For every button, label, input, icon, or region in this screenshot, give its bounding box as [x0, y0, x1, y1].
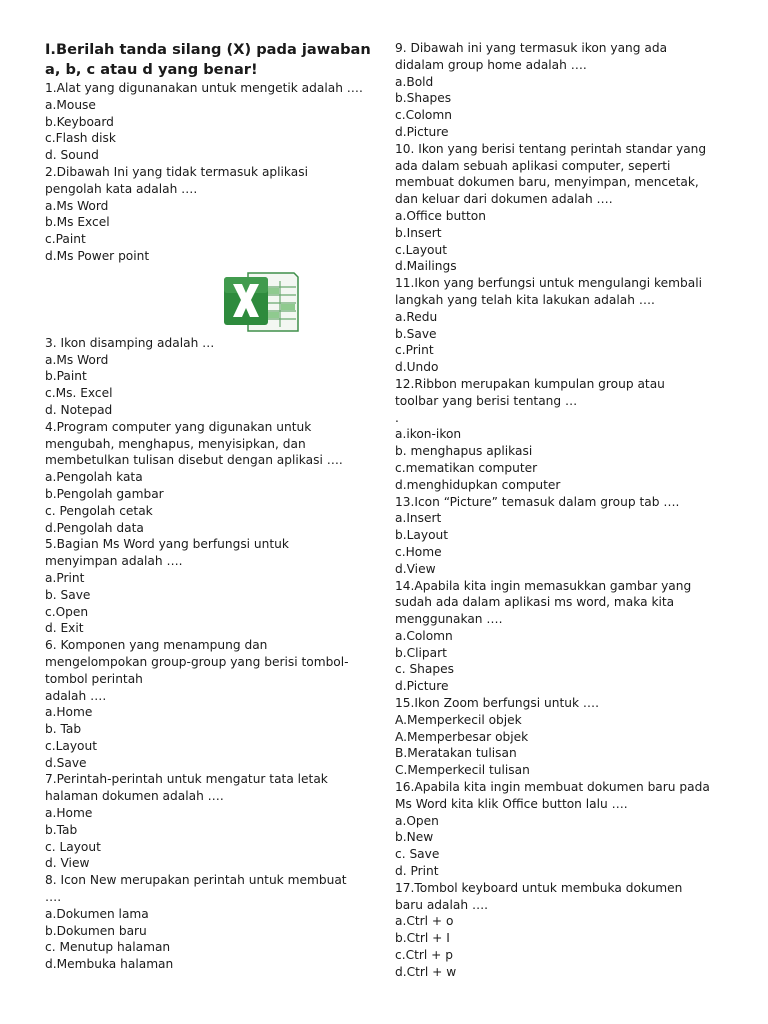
text-line: d.menghidupkan computer — [395, 477, 561, 492]
text-line: c.Layout — [395, 242, 448, 257]
left-questions-top — [45, 80, 380, 265]
logo-row — [45, 265, 380, 335]
text-line: d.Ctrl + w — [395, 964, 457, 979]
text-line: halaman dokumen adalah …. — [45, 789, 224, 804]
text-line: d. Exit — [45, 621, 84, 636]
text-line: membetulkan tulisan disebut dengan aplikasi …. — [45, 453, 343, 468]
text-line: c.Flash disk — [45, 131, 116, 146]
text-line: b.Ms Excel — [45, 215, 110, 230]
text-line: a.Colomn — [395, 628, 453, 643]
text-line: membuat dokumen baru, menyimpan, mencetak, — [395, 175, 699, 190]
text-line: b.New — [395, 830, 434, 845]
text-line: c.Ms. Excel — [45, 386, 113, 401]
text-line: d.Pengolah data — [45, 520, 144, 535]
text-line: b.Shapes — [395, 91, 452, 106]
text-line: b.Dokumen baru — [45, 923, 147, 938]
text-line: b.Pengolah gambar — [45, 486, 164, 501]
text-line: 16.Apabila kita ingin membuat dokumen baru pada — [395, 780, 710, 795]
text-line: menyimpan adalah …. — [45, 554, 183, 569]
text-line: a.Pengolah kata — [45, 470, 143, 485]
text-line: baru adalah …. — [395, 897, 489, 912]
text-line: c.Paint — [45, 232, 86, 247]
text-line: 3. Ikon disamping adalah … — [45, 335, 215, 350]
text-line: b. Save — [45, 587, 91, 602]
left-column — [45, 40, 380, 973]
text-line: 17.Tombol keyboard untuk membuka dokumen — [395, 880, 683, 895]
text-line: a.ikon-ikon — [395, 427, 462, 442]
right-questions — [395, 40, 735, 981]
text-line: sudah ada dalam aplikasi ms word, maka kita — [395, 595, 675, 610]
text-line: c. Pengolah cetak — [45, 503, 153, 518]
text-line: 7.Perintah-perintah untuk mengatur tata letak — [45, 772, 328, 787]
text-line: a.Home — [45, 806, 93, 821]
text-line: a.Bold — [395, 74, 434, 89]
text-line: d.Save — [45, 755, 87, 770]
text-line: . — [395, 410, 399, 425]
text-line: C.Memperkecil tulisan — [395, 763, 530, 778]
text-line: a.Redu — [395, 309, 438, 324]
text-line: c. Layout — [45, 839, 101, 854]
text-line: mengelompokan group-group yang berisi tombol- — [45, 654, 349, 669]
text-line: 14.Apabila kita ingin memasukkan gambar yang — [395, 578, 692, 593]
text-line: langkah yang telah kita lakukan adalah …. — [395, 292, 655, 307]
text-line: b.Layout — [395, 528, 449, 543]
text-line: c.Open — [45, 604, 89, 619]
text-line: 9. Dibawah ini yang termasuk ikon yang ada — [395, 41, 668, 55]
text-line: tombol perintah — [45, 671, 143, 686]
text-line: adalah …. — [45, 688, 107, 703]
text-line: mengubah, menghapus, menyisipkan, dan — [45, 436, 306, 451]
text-line: d.Ms Power point — [45, 248, 150, 263]
text-line: c.Ctrl + p — [395, 948, 453, 963]
text-line: a.Open — [395, 813, 439, 828]
text-line: b.Ctrl + I — [395, 931, 450, 946]
text-line: c.Colomn — [395, 108, 452, 123]
text-line: d. Notepad — [45, 402, 113, 417]
excel-icon — [220, 267, 302, 337]
left-questions-bottom — [45, 335, 380, 973]
text-line: ada dalam sebuah aplikasi computer, seperti — [395, 158, 671, 173]
text-line: c. Save — [395, 847, 440, 862]
text-line: d.Membuka halaman — [45, 957, 174, 972]
text-line: a.Ms Word — [45, 198, 109, 213]
text-line: 13.Icon “Picture” temasuk dalam group tab …. — [395, 494, 680, 509]
text-line: a.Ctrl + o — [395, 914, 454, 929]
text-line: 2.Dibawah Ini yang tidak termasuk aplikasi — [45, 164, 308, 179]
text-line: 6. Komponen yang menampung dan — [45, 638, 268, 653]
text-line: 4.Program computer yang digunakan untuk — [45, 419, 312, 434]
text-line: c. Shapes — [395, 662, 454, 677]
text-line: 5.Bagian Ms Word yang berfungsi untuk — [45, 537, 289, 552]
text-line: b.Tab — [45, 822, 78, 837]
text-line: c.Home — [395, 544, 442, 559]
text-line: b.Keyboard — [45, 114, 114, 129]
section-heading — [45, 40, 380, 80]
text-line: b.Save — [395, 326, 437, 341]
text-line: …. — [45, 890, 62, 905]
text-line: d.Mailings — [395, 259, 457, 274]
text-line: d.View — [395, 561, 436, 576]
text-line: A.Memperkecil objek — [395, 712, 522, 727]
text-line: b. menghapus aplikasi — [395, 444, 533, 459]
text-line: 15.Ikon Zoom berfungsi untuk …. — [395, 696, 599, 711]
text-line: c.Print — [395, 343, 434, 358]
text-line: c. Menutup halaman — [45, 940, 171, 955]
text-line: 8. Icon New merupakan perintah untuk membuat — [45, 873, 347, 888]
text-line: dan keluar dari dokumen adalah …. — [395, 192, 613, 207]
text-line: pengolah kata adalah …. — [45, 181, 198, 196]
text-line: a.Ms Word — [45, 352, 109, 367]
text-line: 11.Ikon yang berfungsi untuk mengulangi kembali — [395, 276, 702, 291]
text-line: b.Clipart — [395, 645, 447, 660]
text-line: 10. Ikon yang berisi tentang perintah standar yang — [395, 141, 707, 156]
text-line: a.Home — [45, 705, 93, 720]
text-line: a.Dokumen lama — [45, 906, 149, 921]
text-line: c.mematikan computer — [395, 460, 538, 475]
text-line: 1.Alat yang digunanakan untuk mengetik adalah …. — [45, 81, 363, 95]
text-line: d. Print — [395, 864, 439, 879]
text-line: 12.Ribbon merupakan kumpulan group atau — [395, 376, 665, 391]
text-line: c.Layout — [45, 738, 98, 753]
text-line: A.Memperbesar objek — [395, 729, 529, 744]
text-line: d.Picture — [395, 679, 449, 694]
text-line: menggunakan …. — [395, 612, 503, 627]
text-line: a.Print — [45, 570, 85, 585]
text-line: d. Sound — [45, 148, 99, 163]
text-line: toolbar yang berisi tentang … — [395, 393, 578, 408]
text-line: a.Office button — [395, 208, 486, 223]
text-line: a.Mouse — [45, 97, 96, 112]
right-column — [395, 40, 735, 981]
text-line: d.Undo — [395, 360, 439, 375]
text-line: Ms Word kita klik Office button lalu …. — [395, 796, 628, 811]
text-line: b. Tab — [45, 722, 82, 737]
text-line: a.Insert — [395, 511, 442, 526]
text-line: d. View — [45, 856, 90, 871]
text-line: B.Meratakan tulisan — [395, 746, 517, 761]
heading-line-1: I.Berilah tanda silang (X) pada jawaban — [45, 41, 371, 58]
text-line: d.Picture — [395, 124, 449, 139]
heading-line-2: a, b, c atau d yang benar! — [45, 61, 258, 78]
text-line: b.Paint — [45, 369, 87, 384]
text-line: b.Insert — [395, 225, 442, 240]
text-line: didalam group home adalah …. — [395, 57, 587, 72]
